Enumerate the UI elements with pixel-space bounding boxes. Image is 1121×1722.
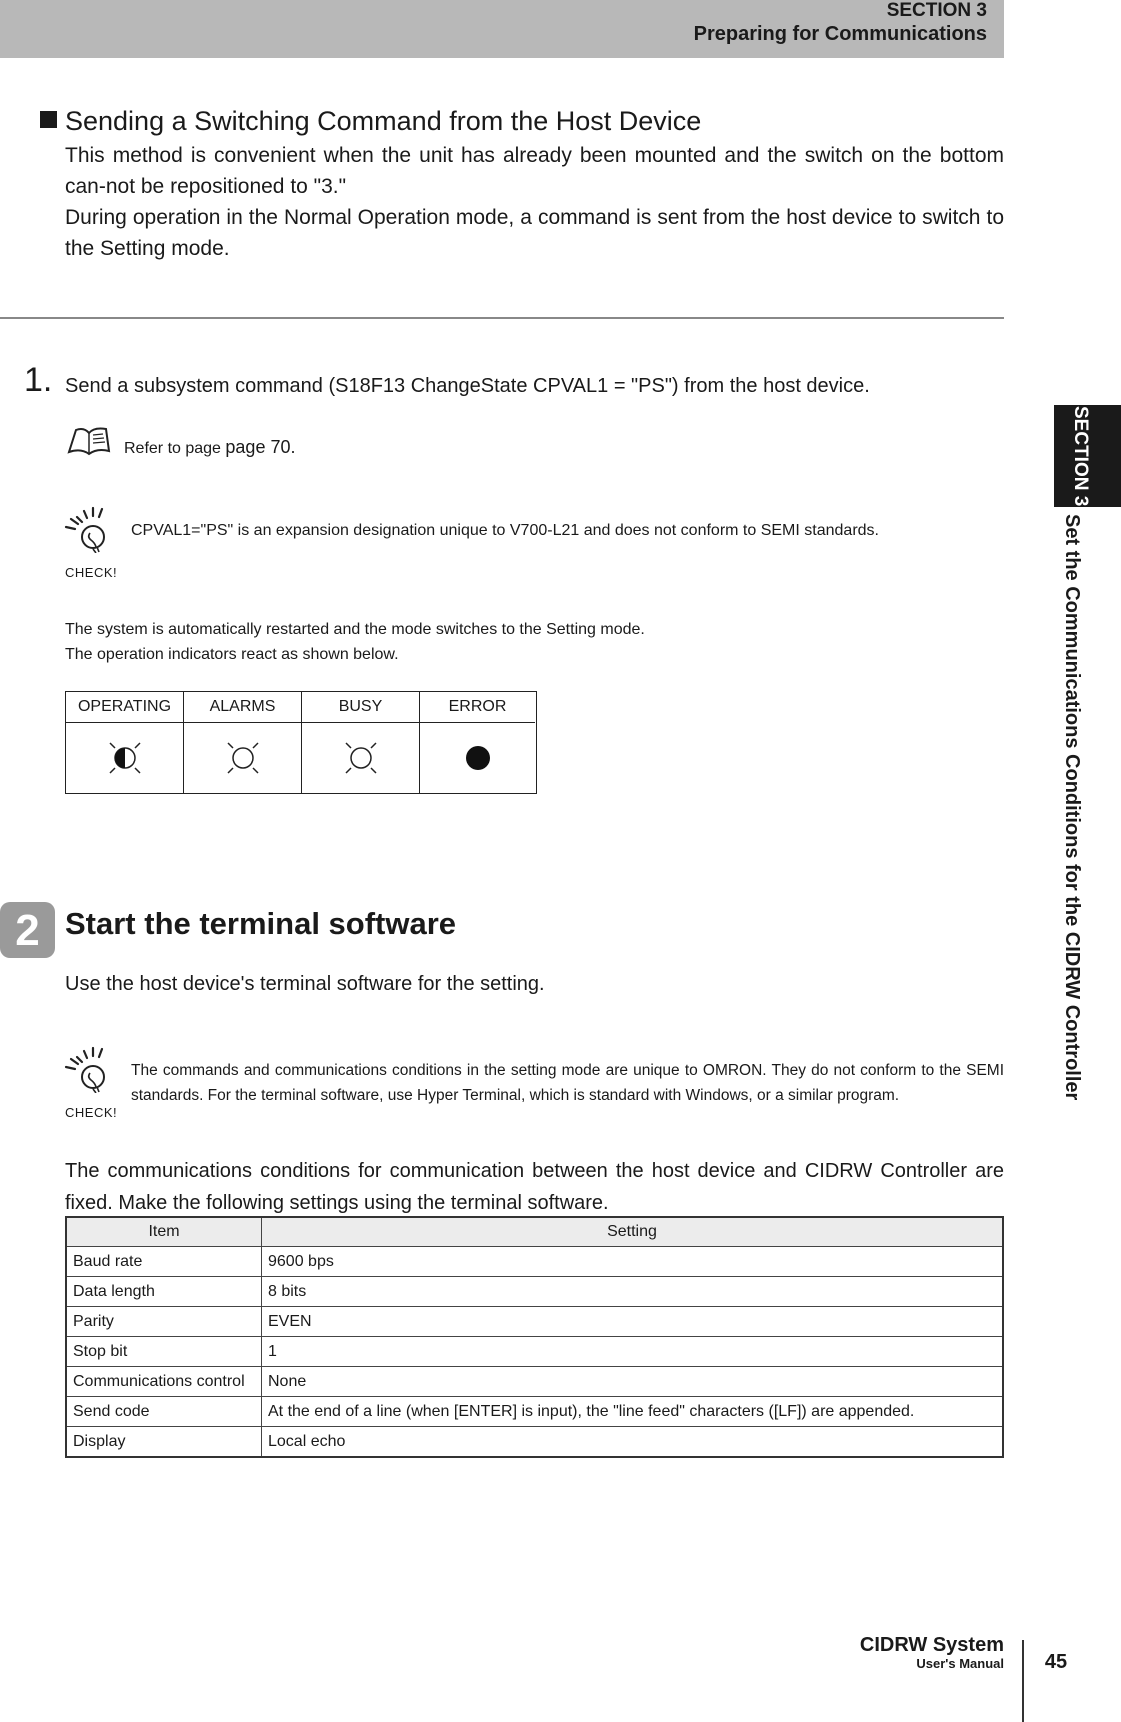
table-row xyxy=(66,1307,1003,1337)
table-row xyxy=(66,1427,1003,1458)
section-heading xyxy=(40,104,701,138)
check-note-text: The commands and communications conditions in the setting mode are unique to OMRON. They do not conform to the SEMI standards. For the terminal software, use Hyper Terminal, which is standard with Windows, or a similar program. xyxy=(131,1062,1004,1104)
settings-value: EVEN xyxy=(262,1307,1004,1337)
indicator-header: ALARMS xyxy=(184,692,301,723)
settings-item: Data length xyxy=(66,1277,262,1307)
step-1-text: Send a subsystem command (S18F13 ChangeState CPVAL1 = "PS") from the host device. xyxy=(65,375,870,397)
step-2-text: Use the host device's terminal software for the setting. xyxy=(65,973,545,995)
settings-item: Send code xyxy=(66,1397,262,1427)
settings-table xyxy=(65,1216,1004,1458)
check-label: CHECK! xyxy=(65,565,118,580)
lightbulb-check-icon xyxy=(63,1043,117,1093)
step-2-title: Start the terminal software xyxy=(65,906,457,941)
restart-note xyxy=(65,617,965,667)
step-2-number: 2 xyxy=(15,906,40,955)
restart-note-line-2: The operation indicators react as shown below. xyxy=(65,646,399,663)
indicator-column-busy xyxy=(302,692,420,793)
half-flashing-indicator-icon xyxy=(105,738,145,778)
header-section-title: Preparing for Communications xyxy=(693,23,987,45)
page-reference xyxy=(124,434,295,462)
flashing-indicator-icon xyxy=(341,738,381,778)
indicator-column-operating xyxy=(66,692,184,793)
table-row xyxy=(66,1367,1003,1397)
lit-indicator-icon xyxy=(458,738,498,778)
footer-divider xyxy=(1022,1640,1024,1722)
settings-item: Baud rate xyxy=(66,1247,262,1277)
indicator-cell xyxy=(420,722,535,793)
section-heading-text: Sending a Switching Command from the Host Device xyxy=(65,106,702,136)
settings-value: Local echo xyxy=(262,1427,1004,1458)
settings-item: Display xyxy=(66,1427,262,1458)
indicator-cell xyxy=(184,722,301,793)
footer-title: CIDRW System xyxy=(859,1634,1004,1656)
page-reference-link: page 70. xyxy=(225,437,296,457)
indicator-column-error xyxy=(420,692,535,793)
indicator-header: BUSY xyxy=(302,692,419,723)
check-note-text: CPVAL1="PS" is an expansion designation unique to V700-L21 and does not conform to SEMI standards. xyxy=(131,522,879,539)
section-intro-paragraph-1: This method is convenient when the unit has already been mounted and the switch on the bottom can-not be repositioned to "3." xyxy=(65,144,1004,198)
settings-header-setting: Setting xyxy=(262,1217,1004,1247)
flashing-indicator-icon xyxy=(223,738,263,778)
header-section-label: SECTION 3 xyxy=(886,0,987,21)
section-intro-paragraph-2: During operation in the Normal Operation mode, a command is sent from the host device to switch to the Setting mode. xyxy=(65,206,1004,260)
book-reference-icon xyxy=(66,424,112,458)
step-1-number: 1. xyxy=(24,361,53,399)
page-number: 45 xyxy=(1044,1651,1068,1673)
indicator-header: ERROR xyxy=(420,692,535,723)
settings-table-header-row xyxy=(66,1217,1003,1247)
settings-item: Parity xyxy=(66,1307,262,1337)
indicator-column-alarms xyxy=(184,692,302,793)
settings-header-item: Item xyxy=(66,1217,262,1247)
section-divider xyxy=(0,317,1004,319)
indicator-cell xyxy=(66,722,183,793)
indicator-header: OPERATING xyxy=(66,692,183,723)
footer-subtitle: User's Manual xyxy=(916,1656,1004,1671)
settings-item: Stop bit xyxy=(66,1337,262,1367)
table-row xyxy=(66,1337,1003,1367)
check-label: CHECK! xyxy=(65,1105,118,1120)
settings-value: 9600 bps xyxy=(262,1247,1004,1277)
side-section-title: Set the Communications Conditions for the CIDRW Controller xyxy=(1061,514,1083,1101)
settings-value: None xyxy=(262,1367,1004,1397)
settings-value: At the end of a line (when [ENTER] is input), the "line feed" characters ([LF]) are appended. xyxy=(262,1397,1004,1427)
table-row xyxy=(66,1277,1003,1307)
side-section-tab-label: SECTION 3 xyxy=(1070,405,1091,507)
table-row xyxy=(66,1397,1003,1427)
settings-value: 8 bits xyxy=(262,1277,1004,1307)
settings-value: 1 xyxy=(262,1337,1004,1367)
indicator-table xyxy=(65,691,537,794)
table-row xyxy=(66,1247,1003,1277)
lightbulb-check-icon xyxy=(63,503,117,553)
step-2-badge xyxy=(0,902,55,958)
square-bullet-icon xyxy=(40,111,57,128)
settings-item: Communications control xyxy=(66,1367,262,1397)
indicator-cell xyxy=(302,722,419,793)
communications-conditions-text: The communications conditions for communication between the host device and CIDRW Controller are fixed. Make the following settings using the terminal software. xyxy=(65,1160,1004,1214)
section-intro xyxy=(65,140,1004,264)
restart-note-line-1: The system is automatically restarted and the mode switches to the Setting mode. xyxy=(65,621,645,638)
page-reference-prefix: Refer to page xyxy=(124,440,226,457)
